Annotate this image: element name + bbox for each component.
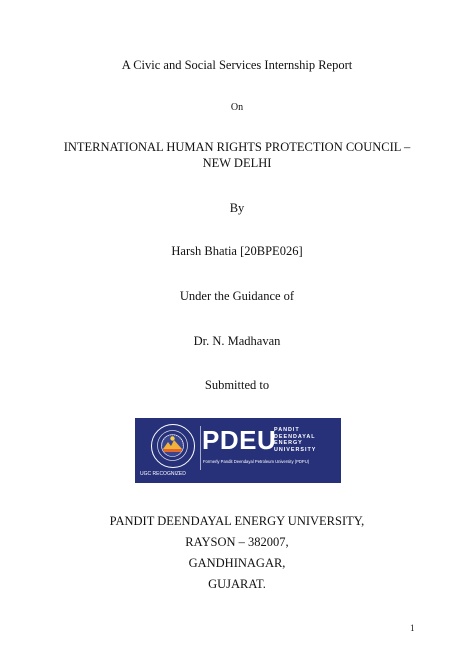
- by-label: By: [229, 201, 245, 215]
- page-number: 1: [410, 623, 415, 633]
- guide-name: Dr. N. Madhavan: [193, 334, 281, 348]
- logo-abbreviation: PDEU: [202, 425, 277, 455]
- logo-university-name: [274, 427, 336, 453]
- university-logo: [135, 418, 341, 483]
- organization-line-1: INTERNATIONAL HUMAN RIGHTS PROTECTION COUNCIL –: [63, 140, 411, 154]
- submitted-to-label: Submitted to: [204, 378, 270, 392]
- university-seal-icon: [151, 424, 195, 468]
- logo-name-line: ENERGY: [274, 440, 303, 447]
- organization-line-2: NEW DELHI: [202, 156, 272, 170]
- logo-name-line: UNIVERSITY: [274, 446, 317, 453]
- logo-ugc-text: UGC RECOGNIZED: [140, 471, 186, 477]
- guidance-label: Under the Guidance of: [179, 289, 295, 303]
- logo-divider: [200, 426, 201, 470]
- logo-name-line: PANDIT: [274, 427, 300, 433]
- logo-formerly-text: Formerly Pandit Deendayal Petroleum University (PDPU): [203, 459, 310, 464]
- logo-name-line: DEENDAYAL: [274, 433, 316, 440]
- address-line-3: GANDHINAGAR,: [188, 556, 286, 570]
- report-title: A Civic and Social Services Internship Report: [121, 58, 353, 72]
- on-label: On: [230, 102, 244, 113]
- author-name: Harsh Bhatia [20BPE026]: [171, 244, 303, 258]
- address-line-2: RAYSON – 382007,: [185, 535, 289, 549]
- address-line-1: PANDIT DEENDAYAL ENERGY UNIVERSITY,: [109, 514, 365, 528]
- address-line-4: GUJARAT.: [208, 577, 266, 591]
